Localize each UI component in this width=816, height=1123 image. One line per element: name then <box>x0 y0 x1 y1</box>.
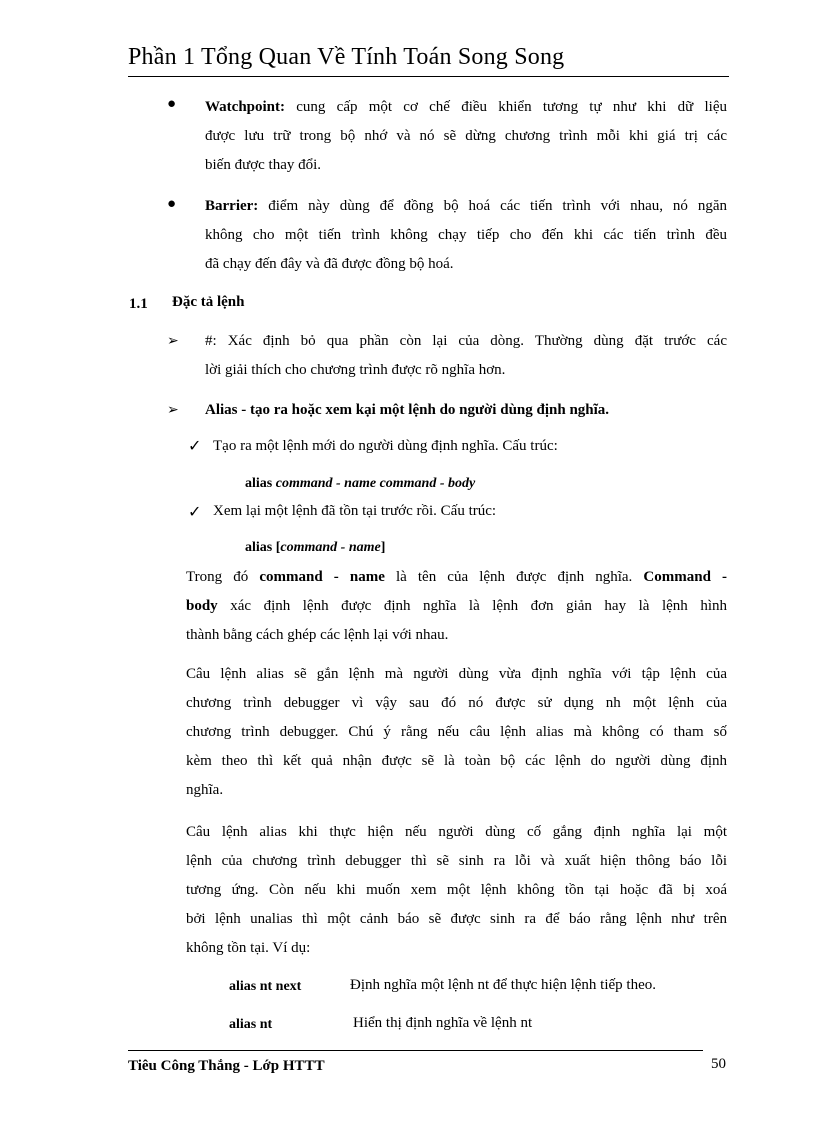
checkmark-icon: ✓ <box>188 438 202 455</box>
paragraph-alias-errors <box>186 818 727 963</box>
checkmark-icon: ✓ <box>188 504 202 521</box>
check-item-text: Tạo ra một lệnh mới do người dùng định nghĩa. Cấu trúc: <box>213 438 558 454</box>
para-term: body <box>186 598 218 614</box>
bullet-term: Barrier: <box>205 198 259 214</box>
code-keyword: alias <box>245 476 273 491</box>
bullet-text: biến được thay đổi. <box>205 157 322 173</box>
section-title: Đặc tả lệnh <box>172 294 245 310</box>
para-text: xác định lệnh được định nghĩa là lệnh đơn giản hay là lệnh hình <box>230 598 727 614</box>
page-header-title: Phần 1 Tổng Quan Về Tính Toán Song Song <box>128 44 565 70</box>
section-number: 1.1 <box>129 296 148 312</box>
code-keyword: alias <box>245 540 273 555</box>
bullet-text: đã chạy đến đây và đã được đồng bộ hoá. <box>205 256 454 272</box>
page-number: 50 <box>711 1056 726 1072</box>
arrow-item-alias: Alias - tạo ra hoặc xem kại một lệnh do người dùng định nghĩa. <box>205 402 610 418</box>
para-term: command - name <box>259 569 385 585</box>
para-line: không tồn tại. Ví dụ: <box>186 940 311 956</box>
bullet-icon: ● <box>167 96 177 112</box>
arrow-bullet-icon: ➢ <box>167 334 179 349</box>
example-description: Hiển thị định nghĩa về lệnh nt <box>353 1015 533 1031</box>
bullet-text: không cho một tiến trình không chạy tiếp cho đến khi các tiến trình đều <box>205 227 727 243</box>
footer-divider <box>128 1050 703 1051</box>
code-bracket: [ <box>275 540 281 555</box>
code-argument: command - name <box>280 540 381 555</box>
para-line: Câu lệnh alias sẽ gắn lệnh mà người dùng vừa định nghĩa với tập lệnh của <box>186 666 727 682</box>
para-line: tương ứng. Còn nếu khi muốn xem một lệnh không tồn tại hoặc đã bị xoá <box>186 882 727 898</box>
example-command: alias nt <box>229 1017 273 1032</box>
footer-author: Tiêu Công Thắng - Lớp HTTT <box>128 1058 325 1074</box>
example-command: alias nt next <box>229 979 302 994</box>
arrow-item-text: lời giải thích cho chương trình được rõ nghĩa hơn. <box>205 362 506 378</box>
para-line: chương trình debugger. Chú ý rằng nếu câu lệnh alias mà không có tham số <box>186 724 727 740</box>
arrow-item-comment <box>205 327 727 385</box>
paragraph-alias-usage <box>186 660 727 805</box>
arrow-bullet-icon: ➢ <box>167 403 179 418</box>
code-bracket: ] <box>380 540 386 555</box>
para-line: chương trình debugger vì vậy sau đó nó được sử dụng nh một lệnh của <box>186 695 727 711</box>
arrow-item-text: #: Xác định bỏ qua phần còn lại của dòng. Thường dùng đặt trước các <box>205 333 727 349</box>
header-divider <box>128 76 729 77</box>
bullet-text: cung cấp một cơ chế điều khiển tương tự như khi dữ liệu <box>296 99 728 115</box>
bullet-text: được lưu trữ trong bộ nhớ và nó sẽ dừng chương trình mỗi khi giá trị các <box>205 128 727 144</box>
para-text: Trong đó <box>186 569 249 585</box>
example-description: Định nghĩa một lệnh nt để thực hiện lệnh tiếp theo. <box>350 977 656 993</box>
bullet-icon: ● <box>167 196 177 212</box>
check-item-text: Xem lại một lệnh đã tồn tại trước rồi. Cấu trúc: <box>213 503 497 519</box>
para-text: là tên của lệnh được định nghĩa. <box>395 569 633 585</box>
para-line: nghĩa. <box>186 782 224 798</box>
para-line: kèm theo thì kết quả nhận được sẽ là toàn bộ các lệnh do người dùng định <box>186 753 727 769</box>
bullet-term: Watchpoint: <box>205 99 286 115</box>
bullet-text: điểm này dùng để đồng bộ hoá các tiến trình với nhau, nó ngăn <box>268 198 728 214</box>
code-syntax-create <box>245 476 475 492</box>
bullet-watchpoint <box>205 93 727 180</box>
paragraph-definition <box>186 563 727 650</box>
code-argument: command - name command - body <box>275 476 476 491</box>
para-line: Câu lệnh alias khi thực hiện nếu người dùng cố gắng định nghĩa lại một <box>186 824 727 840</box>
code-syntax-view <box>245 540 385 556</box>
para-line: bởi lệnh unalias thì một cảnh báo sẽ được sinh ra để báo rằng lệnh như trên <box>186 911 727 927</box>
para-text: thành bằng cách ghép các lệnh lại với nhau. <box>186 627 449 643</box>
bullet-barrier <box>205 192 727 279</box>
para-line: lệnh của chương trình debugger thì sẽ sinh ra lỗi và xuất hiện thông báo lỗi <box>186 853 727 869</box>
para-term: Command - <box>643 569 728 585</box>
